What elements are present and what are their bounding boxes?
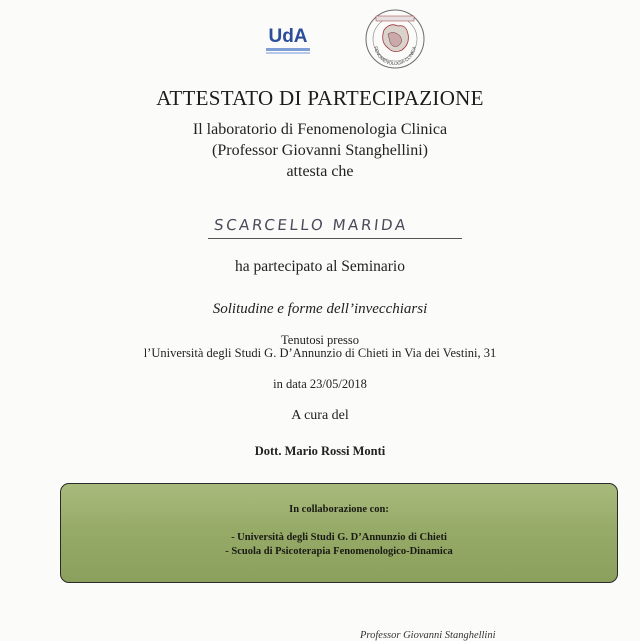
curator-name: Dott. Mario Rossi Monti: [254, 444, 386, 458]
collaboration-item: - Scuola di Psicoterapia Fenomenologico-Dinamica: [225, 546, 453, 557]
certificate-title: ATTESTATO DI PARTECIPAZIONE: [156, 86, 484, 110]
issuer-line: Il laboratorio di Fenomenologia Clinica: [192, 121, 448, 138]
curated-by-label: A cura del: [291, 408, 349, 423]
uda-logo-icon: [264, 18, 312, 58]
participation-line: ha partecipato al Seminario: [234, 258, 405, 275]
venue-line: l’Università degli Studi G. D’Annunzio di Chieti in Via dei Vestini, 31: [143, 346, 497, 360]
date-line: in data 23/05/2018: [273, 377, 367, 391]
signature-caption: Professor Giovanni Stanghellini: [360, 630, 496, 641]
seal-logo-text: FENOMENOLOGIA CLINICA: [373, 45, 417, 67]
attests-line: attesta che: [286, 163, 354, 180]
held-at-label: Tenutosi presso: [281, 333, 359, 347]
seminar-title: Solitudine e forme dell’invecchiarsi: [212, 301, 428, 317]
collaboration-item: - Università degli Studi G. D’Annunzio di Chieti: [231, 532, 447, 543]
issuer-professor: (Professor Giovanni Stanghellini): [212, 142, 428, 159]
name-underline: [208, 238, 462, 239]
seal-logo-icon: [364, 8, 426, 70]
participant-name: SCARCELLO MARIDA: [213, 216, 409, 234]
collaboration-heading: In collaborazione con:: [289, 504, 389, 515]
uda-logo-text: UdA: [268, 26, 308, 47]
collaboration-box: [60, 483, 618, 583]
